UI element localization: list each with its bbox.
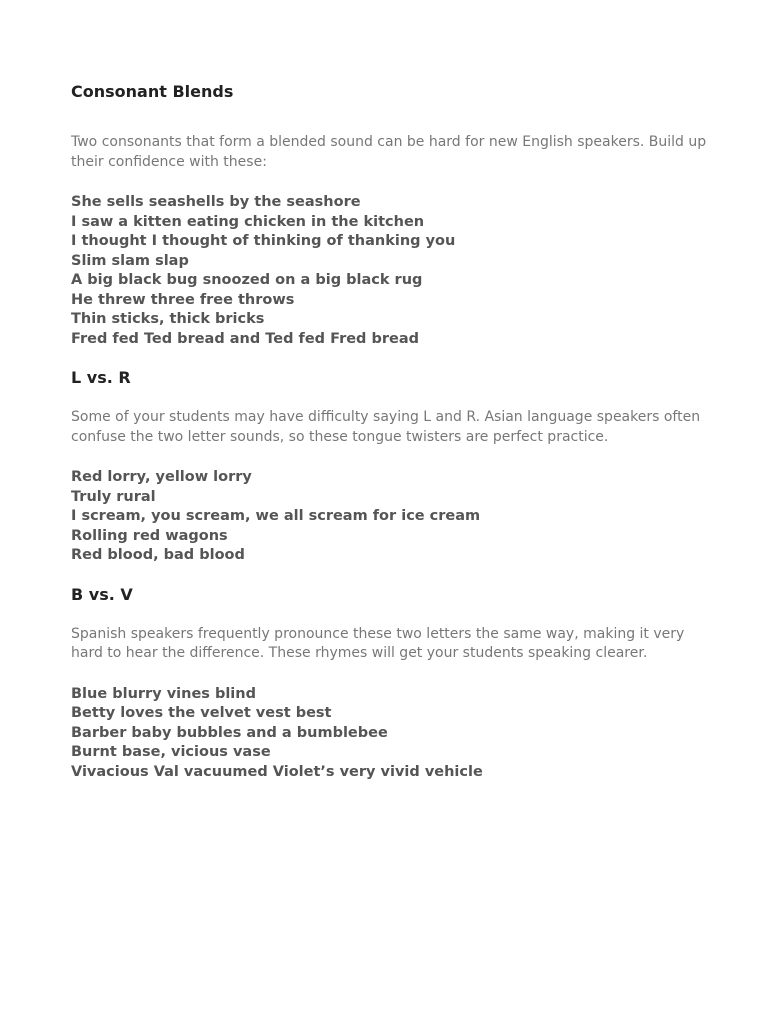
tongue-twister: Truly rural xyxy=(71,488,156,505)
tongue-twister: Red blood, bad blood xyxy=(71,547,245,563)
tongue-twister: I scream, you scream, we all scream for ice cream xyxy=(71,508,481,524)
tongue-twister: Barber baby bubbles and a bumblebee xyxy=(71,724,388,741)
tongue-twister: Red lorry, yellow lorry xyxy=(71,469,252,485)
section-title: B vs. V xyxy=(71,584,133,604)
document-page xyxy=(71,80,711,782)
section-l-vs-r xyxy=(71,366,711,566)
tongue-twister: Betty loves the velvet vest best xyxy=(71,705,332,721)
tongue-twister: Rolling red wagons xyxy=(71,527,228,544)
tongue-twister-list xyxy=(71,468,711,566)
tongue-twister-list xyxy=(71,685,711,783)
tongue-twister: Slim slam slap xyxy=(71,252,189,269)
section-title: L vs. R xyxy=(71,368,131,387)
section-b-vs-v xyxy=(71,583,711,783)
section-intro: Spanish speakers frequently pronounce these two letters the same way, making it very hard to hear the difference. These rhymes will get your students speaking clearer. xyxy=(71,625,685,661)
tongue-twister: Burnt base, vicious vase xyxy=(71,744,271,760)
section-consonant-blends xyxy=(71,80,711,349)
tongue-twister: Blue blurry vines blind xyxy=(71,685,256,702)
section-title: Consonant Blends xyxy=(71,82,234,101)
tongue-twister: She sells seashells by the seashore xyxy=(71,194,361,210)
tongue-twister: Thin sticks, thick bricks xyxy=(71,311,265,327)
tongue-twister: He threw three free throws xyxy=(71,291,295,308)
tongue-twister: A big black bug snoozed on a big black rug xyxy=(71,272,423,288)
tongue-twister: I saw a kitten eating chicken in the kitchen xyxy=(71,213,425,230)
section-intro: Some of your students may have difficulty saying L and R. Asian language speakers often confuse the two letter sounds, so these tongue twisters are perfect practice. xyxy=(71,409,701,445)
tongue-twister-list xyxy=(71,193,711,349)
tongue-twister: Fred fed Ted bread and Ted fed Fred bread xyxy=(71,330,420,347)
tongue-twister: Vivacious Val vacuumed Violet’s very vivid vehicle xyxy=(71,763,483,780)
section-intro: Two consonants that form a blended sound can be hard for new English speakers. Build up their confidence with these: xyxy=(71,134,707,170)
tongue-twister: I thought I thought of thinking of thanking you xyxy=(71,233,456,249)
